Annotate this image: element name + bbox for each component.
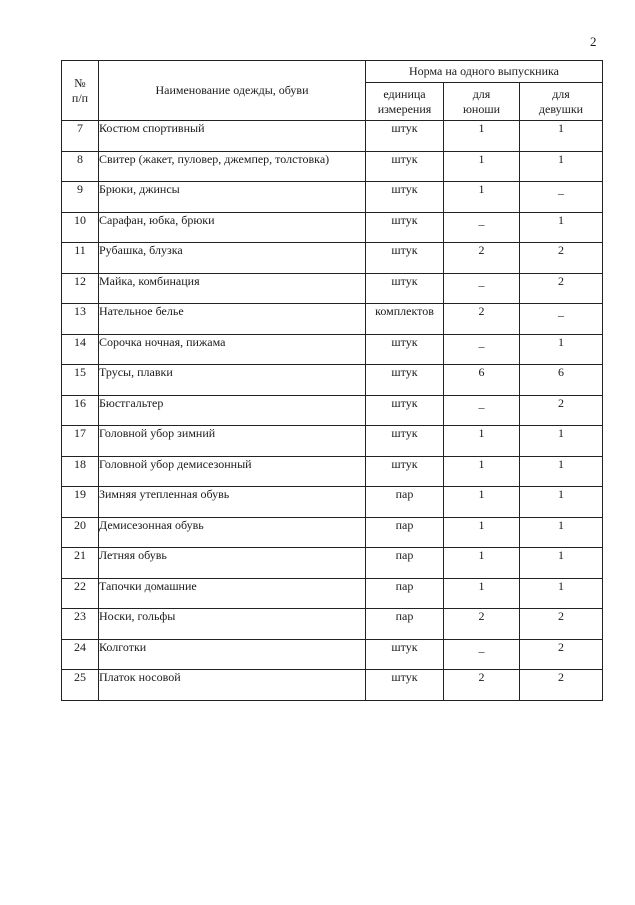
row-number: 19 <box>62 487 99 518</box>
table-row <box>62 609 603 640</box>
item-name: Головной убор зимний <box>99 426 366 457</box>
row-number: 9 <box>62 182 99 213</box>
qty-girls: 2 <box>520 609 603 640</box>
item-name: Носки, гольфы <box>99 609 366 640</box>
qty-girls: 2 <box>520 670 603 701</box>
header-boys: для юноши <box>444 83 520 121</box>
qty-boys: 1 <box>444 182 520 213</box>
row-number: 12 <box>62 273 99 304</box>
item-name: Головной убор демисезонный <box>99 456 366 487</box>
header-girls: для девушки <box>520 83 603 121</box>
unit-of-measure: штук <box>366 395 444 426</box>
qty-boys: 1 <box>444 578 520 609</box>
item-name: Демисезонная обувь <box>99 517 366 548</box>
unit-of-measure: пар <box>366 578 444 609</box>
qty-girls: 1 <box>520 456 603 487</box>
qty-girls: 1 <box>520 487 603 518</box>
table-row <box>62 212 603 243</box>
unit-of-measure: пар <box>366 548 444 579</box>
table-row <box>62 548 603 579</box>
row-number: 7 <box>62 121 99 152</box>
table-row <box>62 517 603 548</box>
row-number: 16 <box>62 395 99 426</box>
row-number: 8 <box>62 151 99 182</box>
qty-boys: 1 <box>444 121 520 152</box>
table-row <box>62 243 603 274</box>
row-number: 20 <box>62 517 99 548</box>
unit-of-measure: пар <box>366 487 444 518</box>
qty-boys: 2 <box>444 609 520 640</box>
table-row <box>62 121 603 152</box>
item-name: Рубашка, блузка <box>99 243 366 274</box>
row-number: 21 <box>62 548 99 579</box>
table-row <box>62 395 603 426</box>
table-body <box>62 121 603 701</box>
qty-girls: 2 <box>520 639 603 670</box>
item-name: Зимняя утепленная обувь <box>99 487 366 518</box>
header-name: Наименование одежды, обуви <box>99 61 366 121</box>
row-number: 22 <box>62 578 99 609</box>
qty-boys: _ <box>444 395 520 426</box>
row-number: 15 <box>62 365 99 396</box>
table-row <box>62 639 603 670</box>
unit-of-measure: штук <box>366 334 444 365</box>
qty-boys: _ <box>444 273 520 304</box>
table-row <box>62 456 603 487</box>
qty-boys: 2 <box>444 243 520 274</box>
item-name: Бюстгальтер <box>99 395 366 426</box>
table-row <box>62 273 603 304</box>
unit-of-measure: штук <box>366 639 444 670</box>
row-number: 14 <box>62 334 99 365</box>
qty-girls: 1 <box>520 517 603 548</box>
row-number: 10 <box>62 212 99 243</box>
item-name: Брюки, джинсы <box>99 182 366 213</box>
item-name: Майка, комбинация <box>99 273 366 304</box>
row-number: 23 <box>62 609 99 640</box>
qty-girls: 1 <box>520 212 603 243</box>
qty-boys: 1 <box>444 517 520 548</box>
row-number: 17 <box>62 426 99 457</box>
table-row <box>62 426 603 457</box>
qty-boys: _ <box>444 212 520 243</box>
qty-boys: _ <box>444 334 520 365</box>
table-row <box>62 365 603 396</box>
table-row <box>62 487 603 518</box>
qty-girls: 1 <box>520 121 603 152</box>
unit-of-measure: штук <box>366 151 444 182</box>
row-number: 11 <box>62 243 99 274</box>
qty-boys: 1 <box>444 151 520 182</box>
table-row <box>62 304 603 335</box>
table-row <box>62 670 603 701</box>
item-name: Костюм спортивный <box>99 121 366 152</box>
unit-of-measure: штук <box>366 212 444 243</box>
qty-boys: 6 <box>444 365 520 396</box>
qty-girls: 2 <box>520 243 603 274</box>
qty-boys: 1 <box>444 426 520 457</box>
table-header <box>62 61 603 121</box>
table-row <box>62 334 603 365</box>
unit-of-measure: штук <box>366 182 444 213</box>
item-name: Сарафан, юбка, брюки <box>99 212 366 243</box>
table-row <box>62 151 603 182</box>
qty-boys: 2 <box>444 304 520 335</box>
row-number: 25 <box>62 670 99 701</box>
item-name: Нательное белье <box>99 304 366 335</box>
qty-girls: 6 <box>520 365 603 396</box>
unit-of-measure: штук <box>366 121 444 152</box>
qty-girls: 1 <box>520 151 603 182</box>
qty-girls: 2 <box>520 395 603 426</box>
unit-of-measure: комплектов <box>366 304 444 335</box>
page-number: 2 <box>590 34 597 49</box>
item-name: Летняя обувь <box>99 548 366 579</box>
header-unit: единица измерения <box>366 83 444 121</box>
item-name: Трусы, плавки <box>99 365 366 396</box>
qty-boys: _ <box>444 639 520 670</box>
table-row <box>62 182 603 213</box>
table-row <box>62 578 603 609</box>
qty-girls: 1 <box>520 548 603 579</box>
clothing-norms-table <box>61 60 603 701</box>
item-name: Платок носовой <box>99 670 366 701</box>
item-name: Сорочка ночная, пижама <box>99 334 366 365</box>
unit-of-measure: штук <box>366 456 444 487</box>
qty-girls: 1 <box>520 578 603 609</box>
header-norm: Норма на одного выпускника <box>366 61 603 83</box>
item-name: Тапочки домашние <box>99 578 366 609</box>
unit-of-measure: штук <box>366 243 444 274</box>
qty-boys: 2 <box>444 670 520 701</box>
item-name: Колготки <box>99 639 366 670</box>
row-number: 13 <box>62 304 99 335</box>
item-name: Свитер (жакет, пуловер, джемпер, толстовка) <box>99 151 366 182</box>
qty-boys: 1 <box>444 548 520 579</box>
unit-of-measure: пар <box>366 517 444 548</box>
header-num: № п/п <box>62 61 99 121</box>
row-number: 24 <box>62 639 99 670</box>
qty-girls: _ <box>520 304 603 335</box>
unit-of-measure: штук <box>366 670 444 701</box>
row-number: 18 <box>62 456 99 487</box>
unit-of-measure: штук <box>366 426 444 457</box>
unit-of-measure: пар <box>366 609 444 640</box>
unit-of-measure: штук <box>366 273 444 304</box>
qty-girls: 1 <box>520 334 603 365</box>
qty-girls: _ <box>520 182 603 213</box>
qty-boys: 1 <box>444 487 520 518</box>
qty-girls: 1 <box>520 426 603 457</box>
qty-girls: 2 <box>520 273 603 304</box>
unit-of-measure: штук <box>366 365 444 396</box>
qty-boys: 1 <box>444 456 520 487</box>
